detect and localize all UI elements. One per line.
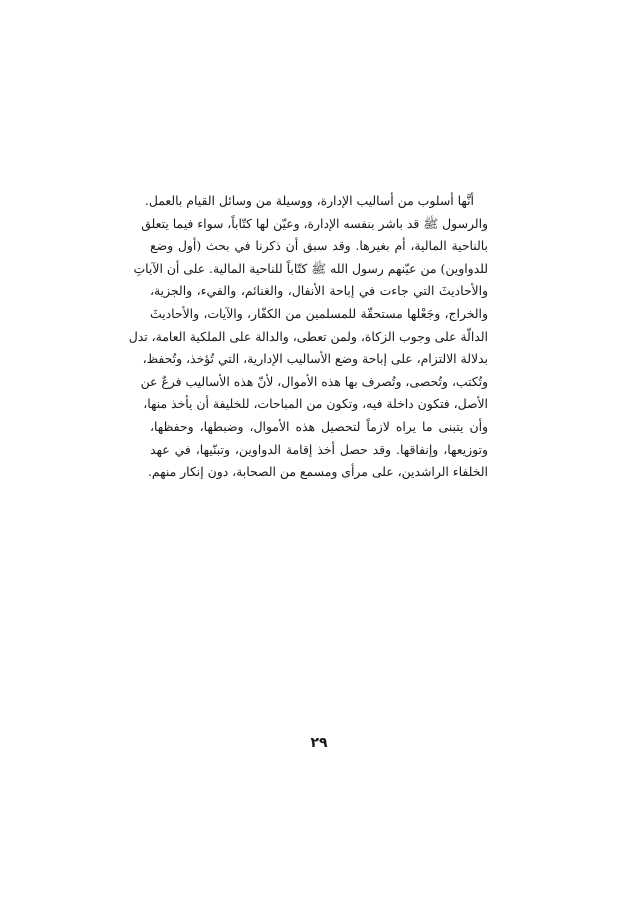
paragraph-line: والخراج، وجَعْلها مستحقّة للمسلمين من الكفّار، والآيات، والأحاديثَ [150, 305, 488, 321]
paragraph-line: وتوزيعها، وإنفاقها. وقد حصل أخذ إقامة الدواوين، وتبنّيها، في عهد [150, 441, 488, 457]
paragraph-line: وأن يتبنى ما يراه لازماً لتحصيل هذه الأموال، وضبطها، وحفظها، [150, 418, 488, 434]
paragraph-line: بالناحية المالية، أم بغيرها. وقد سبق أن ذكرنا في بحث (أول وضع [150, 238, 488, 254]
paragraph-line: الأصل، فتكون داخلة فيه، وتكون من المباحات، للخليفة أن يأخذ منها، [143, 396, 488, 412]
paragraph-line: وتُكتب، وتُحصى، وتُصرف بها هذه الأموال، لأنّ هذه الأساليب فرعٌ عن [140, 373, 488, 389]
paragraph-line: أنَّها أسلوب من أساليب الإدارة، ووسيلة من وسائل القيام بالعمل. [144, 193, 474, 208]
paragraph-line: الخلفاء الراشدين، على مرأى ومسمع من الصحابة، دون إنكار منهم. [147, 464, 488, 480]
body-text [128, 190, 488, 484]
paragraph-line: والرسول ﷺ قد باشر بنفسه الإدارة، وعيّن لها كتّاباً، سواء فيما يتعلق [141, 215, 488, 231]
paragraph-line: الدالّة على وجوب الزكاة، ولمن تعطى، والدالة على الملكية العامة، تدل [128, 328, 488, 344]
paragraph-line: للدواوين) من عيّنهم رسول الله ﷺ كتّاباً للناحية المالية. على أن الآياتِ [133, 260, 488, 276]
page-number: ٢٩ [310, 735, 328, 751]
paragraph-line: بدلالة الالتزام، على إباحة وضع الأساليب الإدارية، التي تُؤخذ، وتُحفظ، [142, 351, 488, 367]
paragraph-line: والأحاديثَ التي جاءت في إباحة الأنفال، والغنائم، والفيء، والجزية، [150, 283, 488, 299]
